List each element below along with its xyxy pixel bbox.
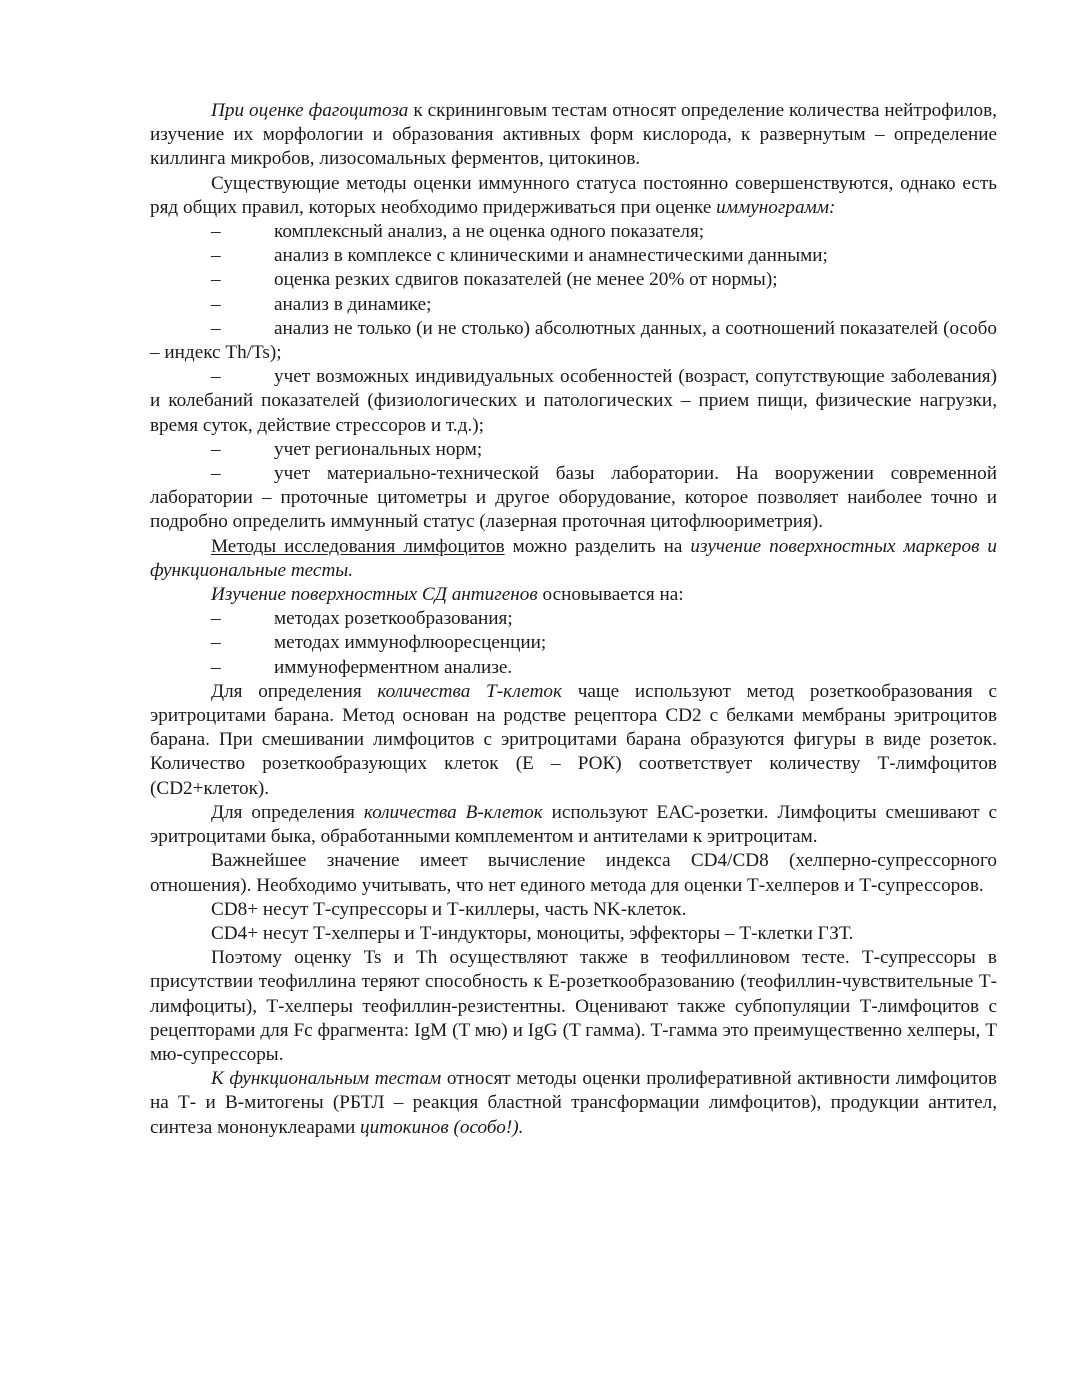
- method-text: иммуноферментном анализе.: [274, 656, 513, 678]
- lymphocyte-methods-heading: Методы исследования лимфоцитов: [211, 535, 505, 557]
- dash-marker: –: [211, 463, 221, 485]
- lymphocyte-methods-types: изучение поверхностных маркеров и функциональные тесты.: [150, 535, 998, 581]
- dash-marker: –: [211, 293, 221, 315]
- surface-antigens-text: основывается на:: [537, 584, 684, 606]
- rule-item: [150, 268, 997, 292]
- paragraph-lymphocyte-methods: [150, 535, 997, 583]
- paragraph-functional-tests: [150, 1067, 997, 1140]
- t-cells-term: количества Т-клеток: [377, 680, 562, 702]
- lymphocyte-methods-text: можно разделить на: [504, 535, 691, 557]
- rule-text: комплексный анализ, а не оценка одного показателя;: [274, 221, 705, 243]
- functional-tests-text: относят методы оценки пролиферативной активности лимфоцитов на Т- и В-митогены (РБТЛ – реакция бластной трансформации лимфоцитов), продукции антител, синтеза мононуклеарами: [150, 1068, 997, 1138]
- rule-item: [150, 365, 997, 438]
- b-cells-intro: Для определения: [211, 801, 364, 823]
- phagocytosis-text: к скрининговым тестам относят определение количества нейтрофилов, изучение их морфологии и образования активных форм кислорода, к развернутым – определение киллинга микробов, лизосомальных ферментов, цитокинов.: [150, 100, 997, 170]
- b-cells-text: используют ЕАС-розетки. Лимфоциты смешивают с эритроцитами быка, обработанными комплементом и антителами к эритроцитам.: [150, 801, 998, 848]
- paragraph-b-cells: [150, 801, 997, 849]
- immunogram-term: иммунограмм:: [716, 196, 836, 218]
- dash-marker: –: [211, 632, 221, 654]
- dash-marker: –: [211, 245, 221, 267]
- paragraph-t-cells: [150, 680, 997, 801]
- paragraph-theophylline-test: Поэтому оценку Ts и Th осуществляют также в теофиллиновом тесте. Т-супрессоры в присутствии теофиллина теряют способность к Е-розеткообразованию (теофиллин-чувствительные Т-лимфоциты), Т-хелперы теофиллин-резистентны. Оценивают также субпопуляции Т-лимфоцитов с рецепторами для Fc фрагмента: IgM (T мю) и IgG (T гамма). Т-гамма это преимущественно хелперы, T мю-супрессоры.: [150, 947, 997, 1065]
- rule-item: [150, 244, 997, 268]
- paragraph-cd4-cd8-index: Важнейшее значение имеет вычисление индекса CD4/CD8 (хелперно-супрессорного отношения). Необходимо учитывать, что нет единого метода для оценки Т-хелперов и Т-супрессоров.: [150, 850, 997, 896]
- rule-item: [150, 438, 997, 462]
- functional-tests-term: К функциональным тестам: [211, 1068, 442, 1090]
- rule-text: оценка резких сдвигов показателей (не менее 20% от нормы);: [274, 269, 778, 291]
- dash-marker: –: [211, 269, 221, 291]
- rule-text: учет региональных норм;: [274, 438, 483, 460]
- surface-antigens-term: Изучение поверхностных СД антигенов: [211, 584, 538, 606]
- rule-text: учет возможных индивидуальных особенностей (возраст, сопутствующие заболевания) и колебаний показателей (физиологических и патологических – прием пищи, физические нагрузки, время суток, действие стрессоров и т.д.);: [150, 366, 997, 436]
- rule-item: [150, 293, 997, 317]
- paragraph-surface-antigens: [150, 583, 997, 607]
- document-page: [150, 99, 997, 1140]
- rule-item: [150, 317, 997, 365]
- rule-text: анализ в комплексе с клиническими и анамнестическими данными;: [274, 245, 828, 267]
- rule-text: учет материально-технической базы лаборатории. На вооружении современной лаборатории – проточные цитометры и другое оборудование, которое позволяет наиболее точно и подробно определить иммунный статус (лазерная проточная цитофлюориметрия).: [150, 463, 997, 533]
- t-cells-intro: Для определения: [211, 680, 378, 702]
- paragraph-phagocytosis: [150, 99, 997, 172]
- dash-marker: –: [211, 438, 221, 460]
- dash-marker: –: [211, 366, 221, 388]
- rule-item: [150, 220, 997, 244]
- method-item: [150, 607, 997, 631]
- immune-status-text: Существующие методы оценки иммунного статуса постоянно совершенствуются, однако есть ряд общих правил, которых необходимо придерживаться при оценке: [150, 172, 997, 218]
- b-cells-term: количества В-клеток: [363, 801, 543, 823]
- dash-marker: –: [211, 656, 221, 678]
- paragraph-cd4: CD4+ несут Т-хелперы и Т-индукторы, моноциты, эффекторы – Т-клетки ГЗТ.: [211, 922, 854, 944]
- paragraph-immune-status: [150, 172, 997, 220]
- paragraph-cd8: CD8+ несут Т-супрессоры и Т-киллеры, часть NK-клеток.: [211, 898, 687, 920]
- method-item: [150, 631, 997, 655]
- method-text: методах розеткообразования;: [274, 608, 513, 630]
- dash-marker: –: [211, 221, 221, 243]
- rule-text: анализ не только (и не столько) абсолютных данных, а соотношений показателей (особо – индекс Th/Ts);: [150, 317, 997, 364]
- cytokines-term: цитокинов (особо!).: [360, 1116, 524, 1138]
- dash-marker: –: [211, 317, 221, 339]
- method-text: методах иммунофлюоресценции;: [274, 632, 547, 654]
- method-item: [150, 656, 997, 680]
- dash-marker: –: [211, 608, 221, 630]
- rule-text: анализ в динамике;: [274, 293, 432, 315]
- t-cells-text: чаще используют метод розеткообразования с эритроцитами барана. Метод основан на родстве рецептора CD2 с белками мембраны эритроцитов барана. При смешивании лимфоцитов с эритроцитами барана образуются фигуры в виде розеток. Количество розеткообразующих клеток (Е – РОК) соответствует количеству Т-лимфоцитов (CD2+клеток).: [150, 680, 997, 799]
- phagocytosis-term: При оценке фагоцитоза: [211, 100, 409, 121]
- rule-item: [150, 462, 997, 535]
